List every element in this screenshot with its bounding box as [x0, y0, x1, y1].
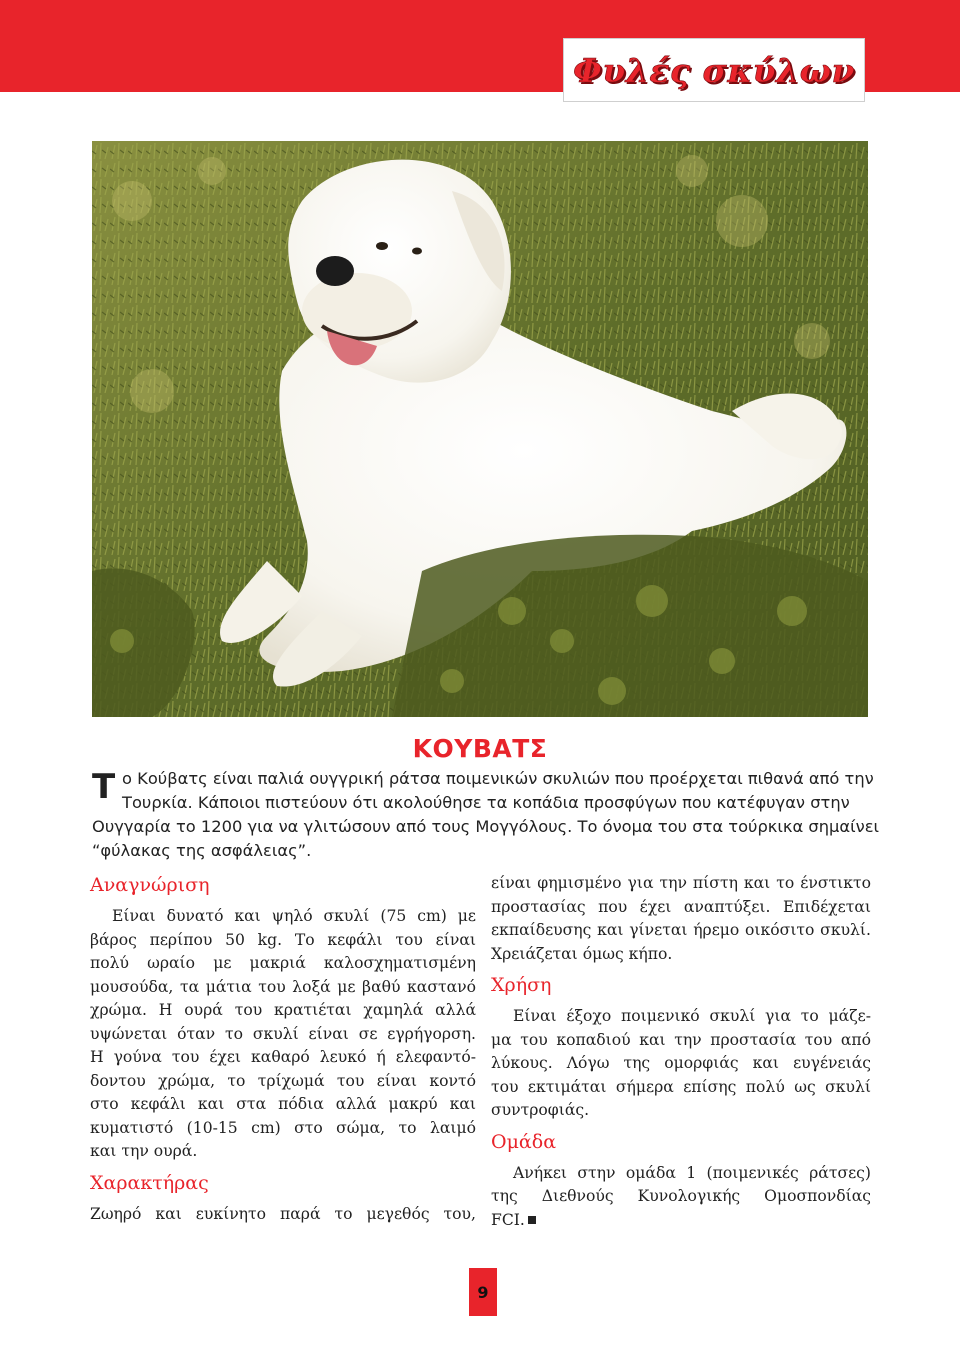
left-column	[90, 872, 476, 1226]
body-line: υψώνεται όταν το σκυλί είναι σε εγρήγορση.	[90, 1024, 476, 1043]
intro-paragraph	[92, 767, 880, 863]
intro-line: Ουγγαρία το 1200 για να γλιτώσουν από τους Μογγόλους. Το όνομα του στα τούρκικα σημαίνει	[92, 817, 880, 836]
section-header-box	[563, 38, 865, 102]
heading-recognition: Αναγνώριση	[90, 874, 210, 896]
body-line: δοντου χρώμα, το τρίχωμά του είναι κοντό	[90, 1071, 476, 1090]
body-line: στο κεφάλι και στα πόδια αλλά μακρύ και	[90, 1095, 476, 1113]
right-column	[491, 872, 871, 1232]
body-line-end	[491, 1209, 871, 1233]
body-line: κυματιστό (10-15 cm) στο σώμα, το λαιμό	[90, 1118, 476, 1137]
body-line: λύκους. Λόγω της ομορφιάς και ευγένειάς	[491, 1054, 871, 1072]
body-line: εκπαίδευσης και γίνεται ήρεμο οικόσιτο σκυλί.	[491, 921, 871, 939]
drop-cap: Τ	[92, 767, 116, 807]
breed-title: ΚΟΥΒΑΤΣ	[412, 734, 548, 763]
body-line: Ζωηρό και ευκίνητο παρά το μεγεθός του,	[90, 1204, 476, 1223]
body-line: προστασίας που έχει αναπτύξει. Επιδέχεται	[491, 897, 871, 916]
body-line: μα του κοπαδιού και την προστασία του από	[491, 1030, 871, 1049]
body-line: και την ουρά.	[90, 1142, 198, 1160]
body-line: πολύ ωραίο με μακριά καλοσχηματισμένη	[90, 954, 476, 972]
section-title: Φυλές σκύλων	[573, 50, 855, 90]
heading-character: Χαρακτήρας	[90, 1171, 209, 1194]
intro-line: Τουρκία. Κάποιοι πιστεύουν ότι ακολούθησε τα κοπάδια προσφύγων που κατέφυγαν στην	[122, 793, 850, 812]
body-line: μουσούδα, τα μάτια του λοξά με βαθύ καστανό	[90, 977, 476, 996]
dog-illustration	[92, 141, 868, 717]
dog-photo	[92, 141, 868, 717]
heading-group: Ομάδα	[491, 1130, 557, 1153]
body-line: Ανήκει στην ομάδα 1 (ποιμενικές ράτσες)	[513, 1163, 871, 1182]
intro-line: ο Κούβατς είναι παλιά ουγγρική ράτσα ποιμενικών σκυλιών που προέρχεται πιθανά από την	[122, 769, 874, 788]
body-line: του εκτιμάται σήμερα επίσης πολύ ως σκυλί	[491, 1077, 871, 1096]
body-text: FCI.	[491, 1210, 525, 1229]
body-line: της Διεθνούς Κυνολογικής Ομοσπονδίας	[491, 1187, 871, 1205]
body-line: Η γούνα του έχει καθαρό λευκό ή ελεφαντό-	[90, 1048, 476, 1066]
body-line: βάρος περίπου 50 kg. Το κεφάλι του είναι	[90, 930, 476, 949]
page-number: 9	[469, 1268, 497, 1316]
intro-line: “φύλακας της ασφάλειας”.	[92, 841, 312, 860]
heading-use: Χρήση	[491, 974, 552, 996]
body-line: συντροφιάς.	[491, 1101, 590, 1119]
body-line: χρώμα. Η ουρά του κρατιέται χαμηλά αλλά	[90, 1001, 476, 1019]
end-of-article-square-icon	[528, 1216, 536, 1224]
body-line: Είναι έξοχο ποιμενικό σκυλί για το μάζε-	[513, 1007, 871, 1025]
body-line: Είναι δυνατό και ψηλό σκυλί (75 cm) με	[112, 907, 476, 925]
body-line: είναι φημισμένο για την πίστη και το ένστικτο	[491, 874, 871, 892]
body-line: Χρειάζεται όμως κήπο.	[491, 944, 673, 963]
